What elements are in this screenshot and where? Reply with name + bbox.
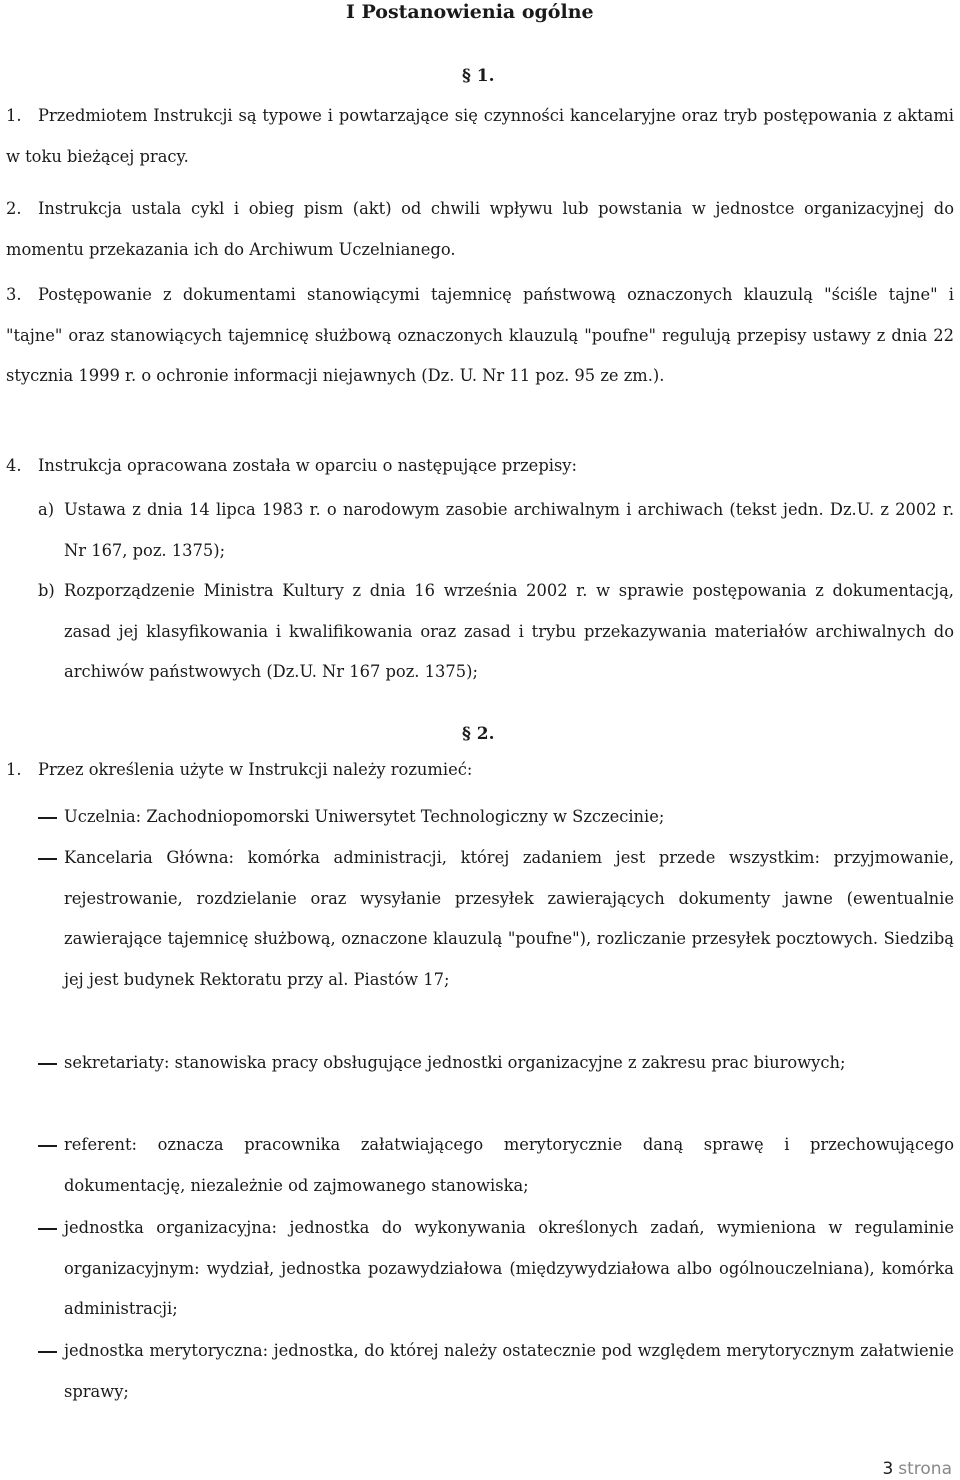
definition-text: jednostka merytoryczna: jednostka, do której należy ostatecznie pod względem merytorycznym załatwienie sprawy;: [64, 1341, 954, 1401]
definition-item: [38, 797, 954, 838]
definition-item: [38, 838, 954, 1000]
definition-text: Uczelnia: Zachodniopomorski Uniwersytet Technologiczny w Szczecinie;: [64, 807, 665, 826]
definition-text: sekretariaty: stanowiska pracy obsługujące jednostki organizacyjne z zakresu prac biurowych;: [64, 1053, 846, 1072]
chapter-heading: I Postanowienia ogólne: [346, 1, 594, 23]
sub-item-b: [38, 571, 954, 693]
paragraph-1-2: [6, 189, 954, 270]
paragraph-text: Przez określenia użyte w Instrukcji należy rozumieć:: [38, 760, 473, 779]
dash-bullet-icon: [38, 1145, 57, 1147]
dash-bullet-icon: [38, 1351, 57, 1353]
paragraph-number: 2.: [6, 199, 22, 218]
definition-item: [38, 1331, 954, 1412]
sub-item-label: b): [38, 581, 55, 600]
paragraph-2-1: [6, 750, 954, 791]
paragraph-number: 1.: [6, 760, 22, 779]
section-1-title: § 1.: [462, 66, 495, 86]
paragraph-text: Instrukcja ustala cykl i obieg pism (akt) od chwili wpływu lub powstania w jednostce organizacyjnej do momentu przekazania ich do Archiwum Uczelnianego.: [6, 199, 954, 259]
definition-text: referent: oznacza pracownika załatwiającego merytorycznie daną sprawę i przechowującego dokumentację, niezależnie od zajmowanego stanowiska;: [64, 1135, 954, 1195]
definition-text: jednostka organizacyjna: jednostka do wykonywania określonych zadań, wymieniona w regulaminie organizacyjnym: wydział, jednostka pozawydziałowa (międzywydziałowa albo ogólnouczelniana), komórka administracji;: [64, 1218, 954, 1319]
dash-bullet-icon: [38, 1063, 57, 1065]
paragraph-1-3: [6, 275, 954, 397]
paragraph-number: 3.: [6, 285, 22, 304]
sub-item-text: Rozporządzenie Ministra Kultury z dnia 16 września 2002 r. w sprawie postępowania z dokumentacją, zasad jej klasyfikowania i kwalifikowania oraz zasad i trybu przekazywania materiałów archiwalnych do archiwów państwowych (Dz.U. Nr 167 poz. 1375);: [64, 581, 954, 682]
paragraph-text: Instrukcja opracowana została w oparciu o następujące przepisy:: [38, 456, 577, 475]
sub-item-text: Ustawa z dnia 14 lipca 1983 r. o narodowym zasobie archiwalnym i archiwach (tekst jedn. Dz.U. z 2002 r. Nr 167, poz. 1375);: [64, 500, 954, 560]
definition-item: [38, 1043, 954, 1084]
paragraph-1-4: [6, 446, 954, 487]
paragraph-text: Postępowanie z dokumentami stanowiącymi tajemnicę państwową oznaczonych klauzulą "ściśle tajne" i "tajne" oraz stanowiących tajemnicę służbową oznaczonych klauzulą "poufne" regulują przepisy ustawy z dnia 22 stycznia 1999 r. o ochronie informacji niejawnych (Dz. U. Nr 11 poz. 95 ze zm.).: [6, 285, 954, 386]
sub-item-label: a): [38, 500, 55, 519]
section-2-title: § 2.: [462, 724, 495, 744]
definition-item: [38, 1208, 954, 1330]
dash-bullet-icon: [38, 817, 57, 819]
sub-item-a: [38, 490, 954, 571]
definition-item: [38, 1125, 954, 1206]
dash-bullet-icon: [38, 1228, 57, 1230]
page-number: 3: [882, 1459, 894, 1479]
page-word: strona: [898, 1459, 952, 1479]
dash-bullet-icon: [38, 858, 57, 860]
page-footer: [882, 1458, 952, 1480]
paragraph-1-1: [6, 96, 954, 177]
paragraph-text: Przedmiotem Instrukcji są typowe i powtarzające się czynności kancelaryjne oraz tryb postępowania z aktami w toku bieżącej pracy.: [6, 106, 954, 166]
definition-text: Kancelaria Główna: komórka administracji, której zadaniem jest przede wszystkim: przyjmowanie, rejestrowanie, rozdzielanie oraz wysyłanie przesyłek zawierających dokumenty jawne (ewentualnie zawierające tajemnicę służbową, oznaczone klauzulą "poufne"), rozliczanie przesyłek pocztowych. Siedzibą jej jest budynek Rektoratu przy al. Piastów 17;: [64, 848, 954, 989]
paragraph-number: 4.: [6, 456, 22, 475]
paragraph-number: 1.: [6, 106, 22, 125]
